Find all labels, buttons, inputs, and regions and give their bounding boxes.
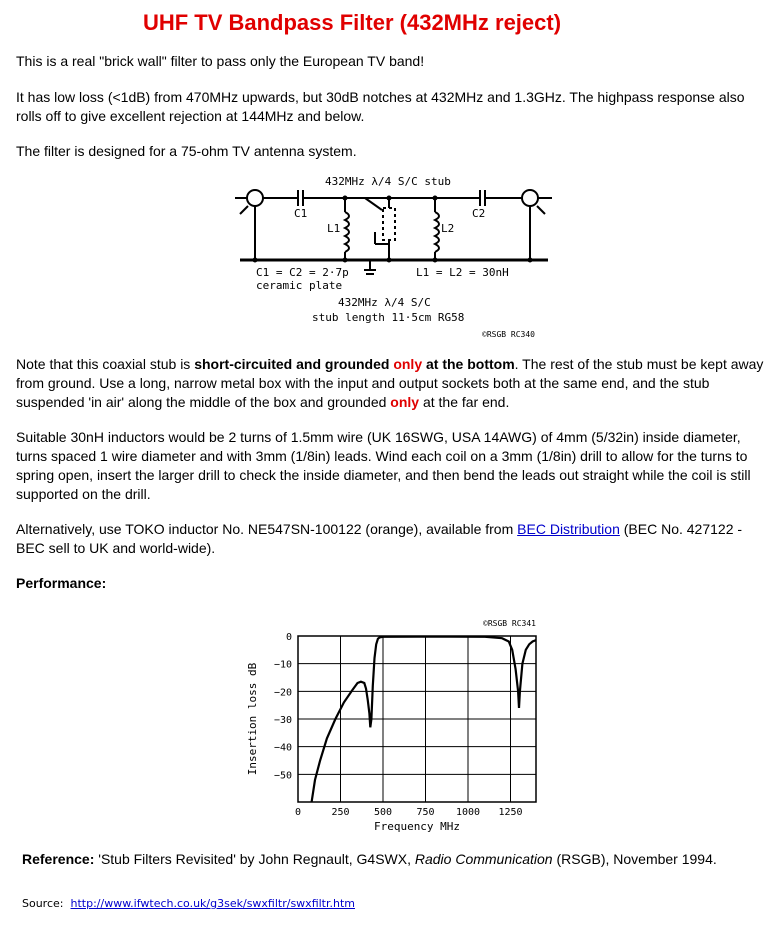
x-tick-label: 1250 — [498, 807, 523, 818]
inductor-note: L1 = L2 = 30nH — [416, 266, 509, 279]
intro-paragraph: This is a real "brick wall" filter to pass only the European TV band! — [16, 53, 425, 69]
input-connector-icon — [247, 190, 263, 206]
alt-text-end: (BEC No. 427122 - BEC sell to UK and world-wide). — [16, 521, 743, 556]
note-emphasis-end: at the bottom — [422, 356, 515, 372]
note-only-emphasis: only — [393, 356, 423, 372]
filter-schematic — [230, 170, 560, 345]
y-tick-label: −50 — [273, 770, 292, 782]
note-emphasis: short-circuited and grounded — [194, 356, 394, 372]
l1-label: L1 — [327, 222, 341, 235]
source-label: Source: — [22, 897, 64, 910]
chart-copyright: ©RSGB RC341 — [483, 619, 536, 628]
y-tick-label: −10 — [273, 659, 292, 671]
x-tick-label: 250 — [331, 807, 350, 818]
x-tick-label: 750 — [416, 807, 435, 818]
note-text: Note that this coaxial stub is — [16, 356, 195, 372]
alt-text: Alternatively, use TOKO inductor No. NE547SN-100122 (orange), available from — [16, 521, 518, 537]
y-axis-label: Insertion loss dB — [246, 662, 259, 776]
reference-text: 'Stub Filters Revisited' by John Regnault, G4SWX, — [94, 851, 415, 867]
y-tick-label: 0 — [285, 632, 292, 643]
c2-label: C2 — [472, 207, 486, 220]
output-connector-icon — [522, 190, 538, 206]
loss-paragraph: It has low loss (<1dB) from 470MHz upwards, but 30dB notches at 432MHz and 1.3GHz. The highpass response also rolls off to give excellent rejection at 144MHz and below. — [16, 89, 745, 124]
schematic-copyright: ©RSGB RC340 — [482, 330, 535, 339]
cap-note: C1 = C2 = 2·7p — [256, 266, 349, 279]
y-tick-label: −40 — [273, 742, 292, 754]
design-paragraph: The filter is designed for a 75-ohm TV antenna system. — [16, 143, 357, 159]
page-title: UHF TV Bandpass Filter (432MHz reject) — [142, 10, 562, 35]
note-paragraph — [16, 355, 768, 412]
stub-length-note: stub length 11·5cm RG58 — [312, 311, 465, 324]
y-tick-label: −20 — [273, 687, 292, 699]
note-text-rest: . The rest of the stub must be kept away from ground. Use a long, narrow metal box with the input and output sockets both at the same end, and the stub suspended 'in air' along the middle of the box and grounded — [16, 356, 764, 410]
bec-distribution-link[interactable]: BEC Distribution — [517, 521, 620, 537]
reference-label: Reference: — [22, 851, 95, 867]
inductor-paragraph: Suitable 30nH inductors would be 2 turns of 1.5mm wire (UK 16SWG, USA 14AWG) of 4mm (5/32in) inside diameter, turns spaced 1 wire diameter and with 3mm (1/8in) leads. Wind each coil on a 3mm (1/8in) drill to allow for the turns to spring open, insert the larger drill to check the inside diameter, and then bend the leads out straight while the coil is still supported on the drill. — [16, 429, 751, 502]
c1-label: C1 — [294, 207, 308, 220]
reference-paragraph — [22, 850, 767, 869]
y-tick-label: −30 — [273, 715, 292, 726]
stub-label: 432MHz λ/4 S/C stub — [325, 175, 451, 188]
stub-note: 432MHz λ/4 S/C — [338, 296, 431, 309]
x-axis-label: Frequency MHz — [373, 820, 461, 833]
note-text-end: at the far end. — [419, 394, 510, 410]
reference-text-end: (RSGB), November 1994. — [552, 851, 717, 867]
source-link[interactable]: http://www.ifwtech.co.uk/g3sek/swxfiltr/swxfiltr.htm — [70, 897, 355, 910]
alternative-paragraph — [16, 520, 768, 558]
note-only-emphasis-2: only — [390, 394, 420, 410]
performance-heading: Performance: — [16, 575, 107, 591]
x-tick-label: 1000 — [455, 807, 481, 818]
source-line — [22, 897, 355, 910]
x-tick-label: 500 — [373, 807, 393, 818]
l2-label: L2 — [441, 222, 455, 235]
cap-type-note: ceramic plate — [256, 279, 343, 292]
insertion-loss-chart — [238, 612, 548, 837]
x-tick-label: 0 — [294, 807, 302, 818]
reference-journal: Radio Communication — [414, 851, 553, 867]
